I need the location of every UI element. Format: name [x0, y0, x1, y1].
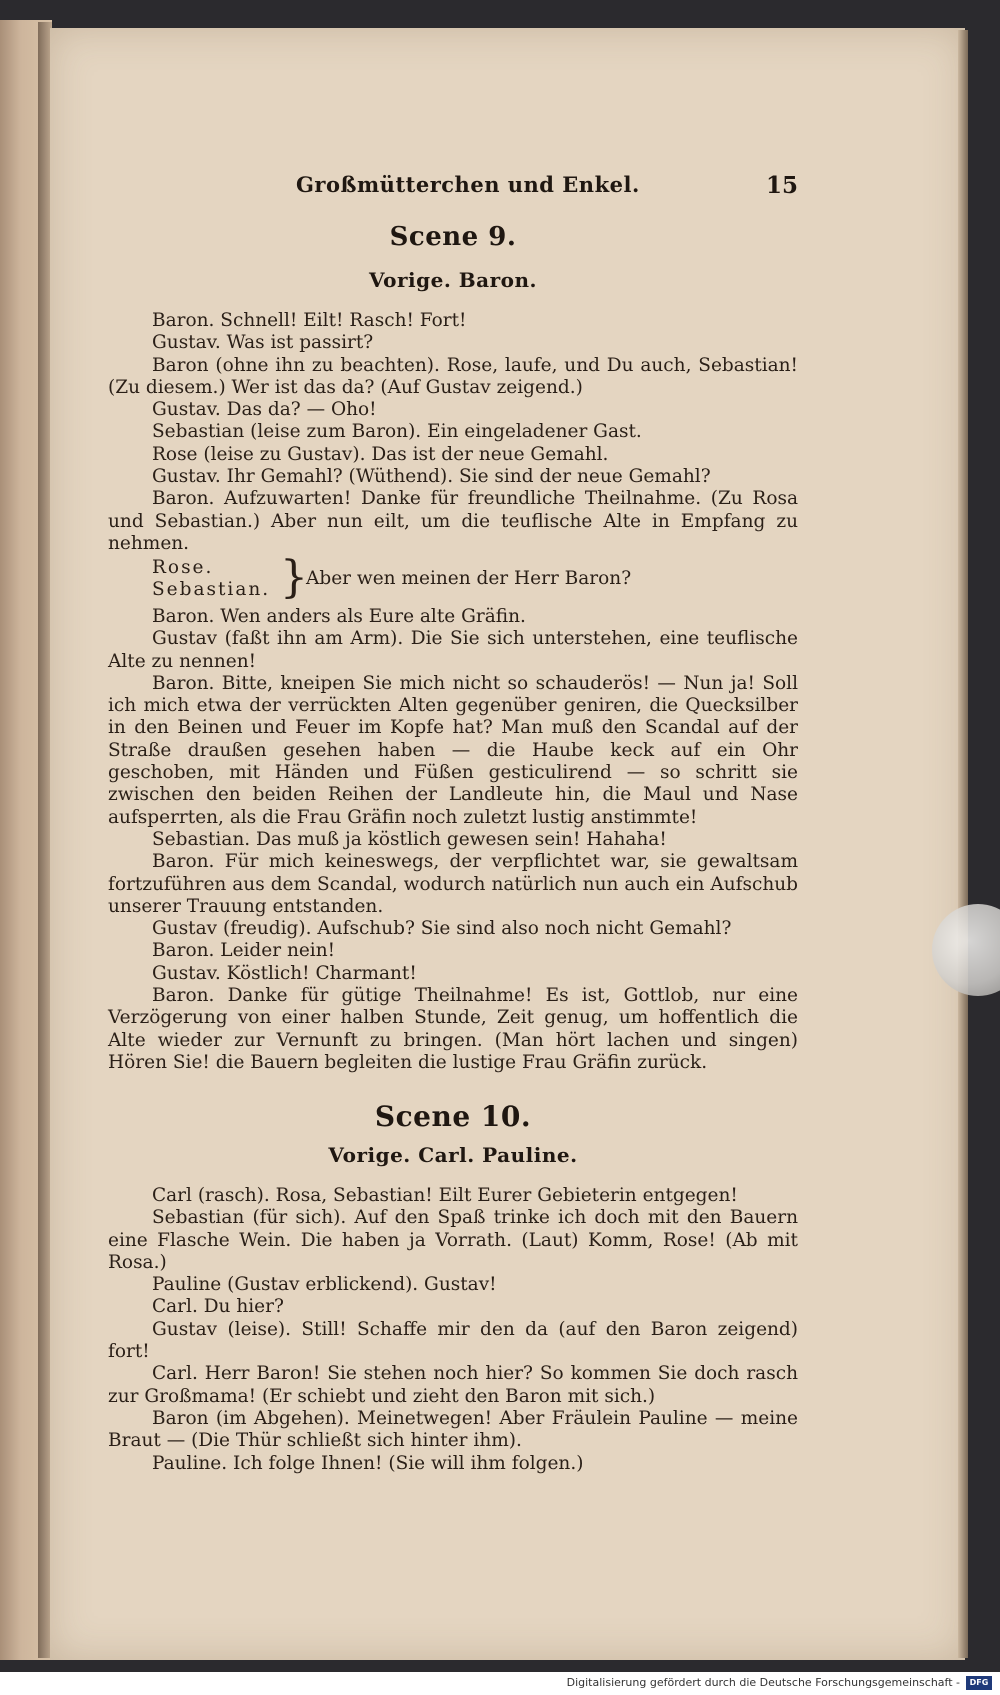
joint-speaker-names	[152, 557, 270, 602]
dialogue-line: Carl (rasch). Rosa, Sebastian! Eilt Eurer Gebieterin entgegen!	[152, 1185, 738, 1206]
digitization-footer	[0, 1672, 1000, 1695]
joint-line: Aber wen meinen der Herr Baron?	[306, 568, 632, 589]
dialogue-line: Baron. Aufzuwarten! Danke für freundliche Theilnahme. (Zu Rosa und Sebastian.) Aber nun eilt, um die teuflische Alte in Empfang zu nehmen.	[108, 488, 798, 554]
dialogue-line: Sebastian. Das muß ja köstlich gewesen sein! Hahaha!	[152, 828, 667, 850]
dialogue-line: Pauline. Ich folge Ihnen! (Sie will ihm folgen.)	[152, 1452, 584, 1474]
dialogue-line: Carl. Herr Baron! Sie stehen noch hier? So kommen Sie doch rasch zur Großmama! (Er schiebt und zieht den Baron mit sich.)	[108, 1363, 798, 1407]
dialogue-line: Pauline (Gustav erblickend). Gustav!	[152, 1274, 497, 1296]
scene-9-cast: Vorige. Baron.	[368, 268, 538, 292]
dialogue-line: Gustav (faßt ihn am Arm). Die Sie sich unterstehen, eine teuflische Alte zu nennen!	[108, 628, 798, 672]
speaker-sebastian: Sebastian.	[152, 579, 271, 601]
dialogue-line: Gustav (leise). Still! Schaffe mir den da (auf den Baron zeigend) fort!	[108, 1318, 798, 1363]
dialogue-line: Baron (ohne ihn zu beachten). Rose, laufe, und Du auch, Sebastian! (Zu diesem.) Wer ist das da? (Auf Gustav zeigend.)	[108, 354, 798, 398]
dialogue-line: Baron. Bitte, kneipen Sie mich nicht so schauderös! — Nun ja! Soll ich mich etwa der verrückten Alten gegenüber geniren, die Quecksilber in den Beinen und Feuer im Kopfe hat? Man muß den Scandal auf der Straße draußen gesehen haben — die Haube keck auf ein Ohr geschoben, mit Händen und Füßen gesticulirend — so schritt sie zwischen den beiden Reihen der Landleute hin, die Maul und Nase aufsperrten, als die Frau Gräfin noch zuletzt lustig anstimmte!	[108, 672, 798, 828]
dialogue-line: Gustav. Was ist passirt?	[152, 332, 374, 354]
speaker-rose: Rose.	[152, 557, 214, 578]
dialogue-line: Rose (leise zu Gustav). Das ist der neue Gemahl.	[152, 443, 609, 465]
page-right-edge	[958, 30, 968, 1658]
page-number: 15	[765, 172, 798, 199]
scene-10-cast: Vorige. Carl. Pauline.	[328, 1143, 578, 1167]
dialogue-line: Gustav. Köstlich! Charmant!	[152, 962, 417, 984]
running-head	[108, 172, 798, 202]
scene-9-dialogue-part-2	[108, 606, 798, 1074]
dialogue-line: Baron. Danke für gütige Theilnahme! Es ist, Gottlob, nur eine Verzögerung von einer halben Stunde, Zeit genug, um hoffentlich die Alte wieder zur Vernunft zu bringen. (Man hört lachen und singen) Hören Sie! die Bauern begleiten die lustige Frau Gräfin zurück.	[108, 985, 798, 1073]
dialogue-line: Gustav. Ihr Gemahl? (Wüthend). Sie sind der neue Gemahl?	[152, 466, 711, 488]
scene-9-heading: Scene 9.	[389, 222, 517, 252]
dialogue-line: Gustav (freudig). Aufschub? Sie sind also noch nicht Gemahl?	[152, 918, 732, 940]
joint-speakers	[108, 552, 798, 603]
scene-10-dialogue	[108, 1185, 798, 1475]
dialogue-line: Baron. Schnell! Eilt! Rasch! Fort!	[152, 310, 467, 331]
dialogue-line: Sebastian (leise zum Baron). Ein eingeladener Gast.	[152, 421, 642, 443]
dfg-logo-icon: DFG	[966, 1676, 992, 1690]
scene-9-dialogue-part-1	[108, 310, 798, 555]
brace: }	[280, 552, 308, 603]
dialogue-line: Carl. Du hier?	[152, 1296, 284, 1318]
scene-10-heading: Scene 10.	[374, 1100, 532, 1133]
dialogue-line: Baron. Leider nein!	[152, 940, 336, 962]
dialogue-line: Gustav. Das da? — Oho!	[152, 399, 377, 421]
dialogue-line: Baron (im Abgehen). Meinetwegen! Aber Fräulein Pauline — meine Braut — (Die Thür schließt sich hinter ihm).	[108, 1407, 798, 1452]
dialogue-line: Sebastian (für sich). Auf den Spaß trinke ich doch mit den Bauern eine Flasche Wein. Die haben ja Vorrath. (Laut) Komm, Rose! (Ab mit Rosa.)	[108, 1207, 798, 1273]
running-title: Großmütterchen und Enkel.	[296, 172, 640, 197]
funding-credit: Digitalisierung gefördert durch die Deutsche Forschungsgemeinschaft -	[566, 1676, 960, 1689]
dialogue-line: Baron. Für mich keineswegs, der verpflichtet war, sie gewaltsam fortzuführen aus dem Scandal, wodurch natürlich nun auch ein Aufschub unserer Trauung entstanden.	[108, 851, 798, 917]
dialogue-line: Baron. Wen anders als Eure alte Gräfin.	[152, 606, 526, 627]
